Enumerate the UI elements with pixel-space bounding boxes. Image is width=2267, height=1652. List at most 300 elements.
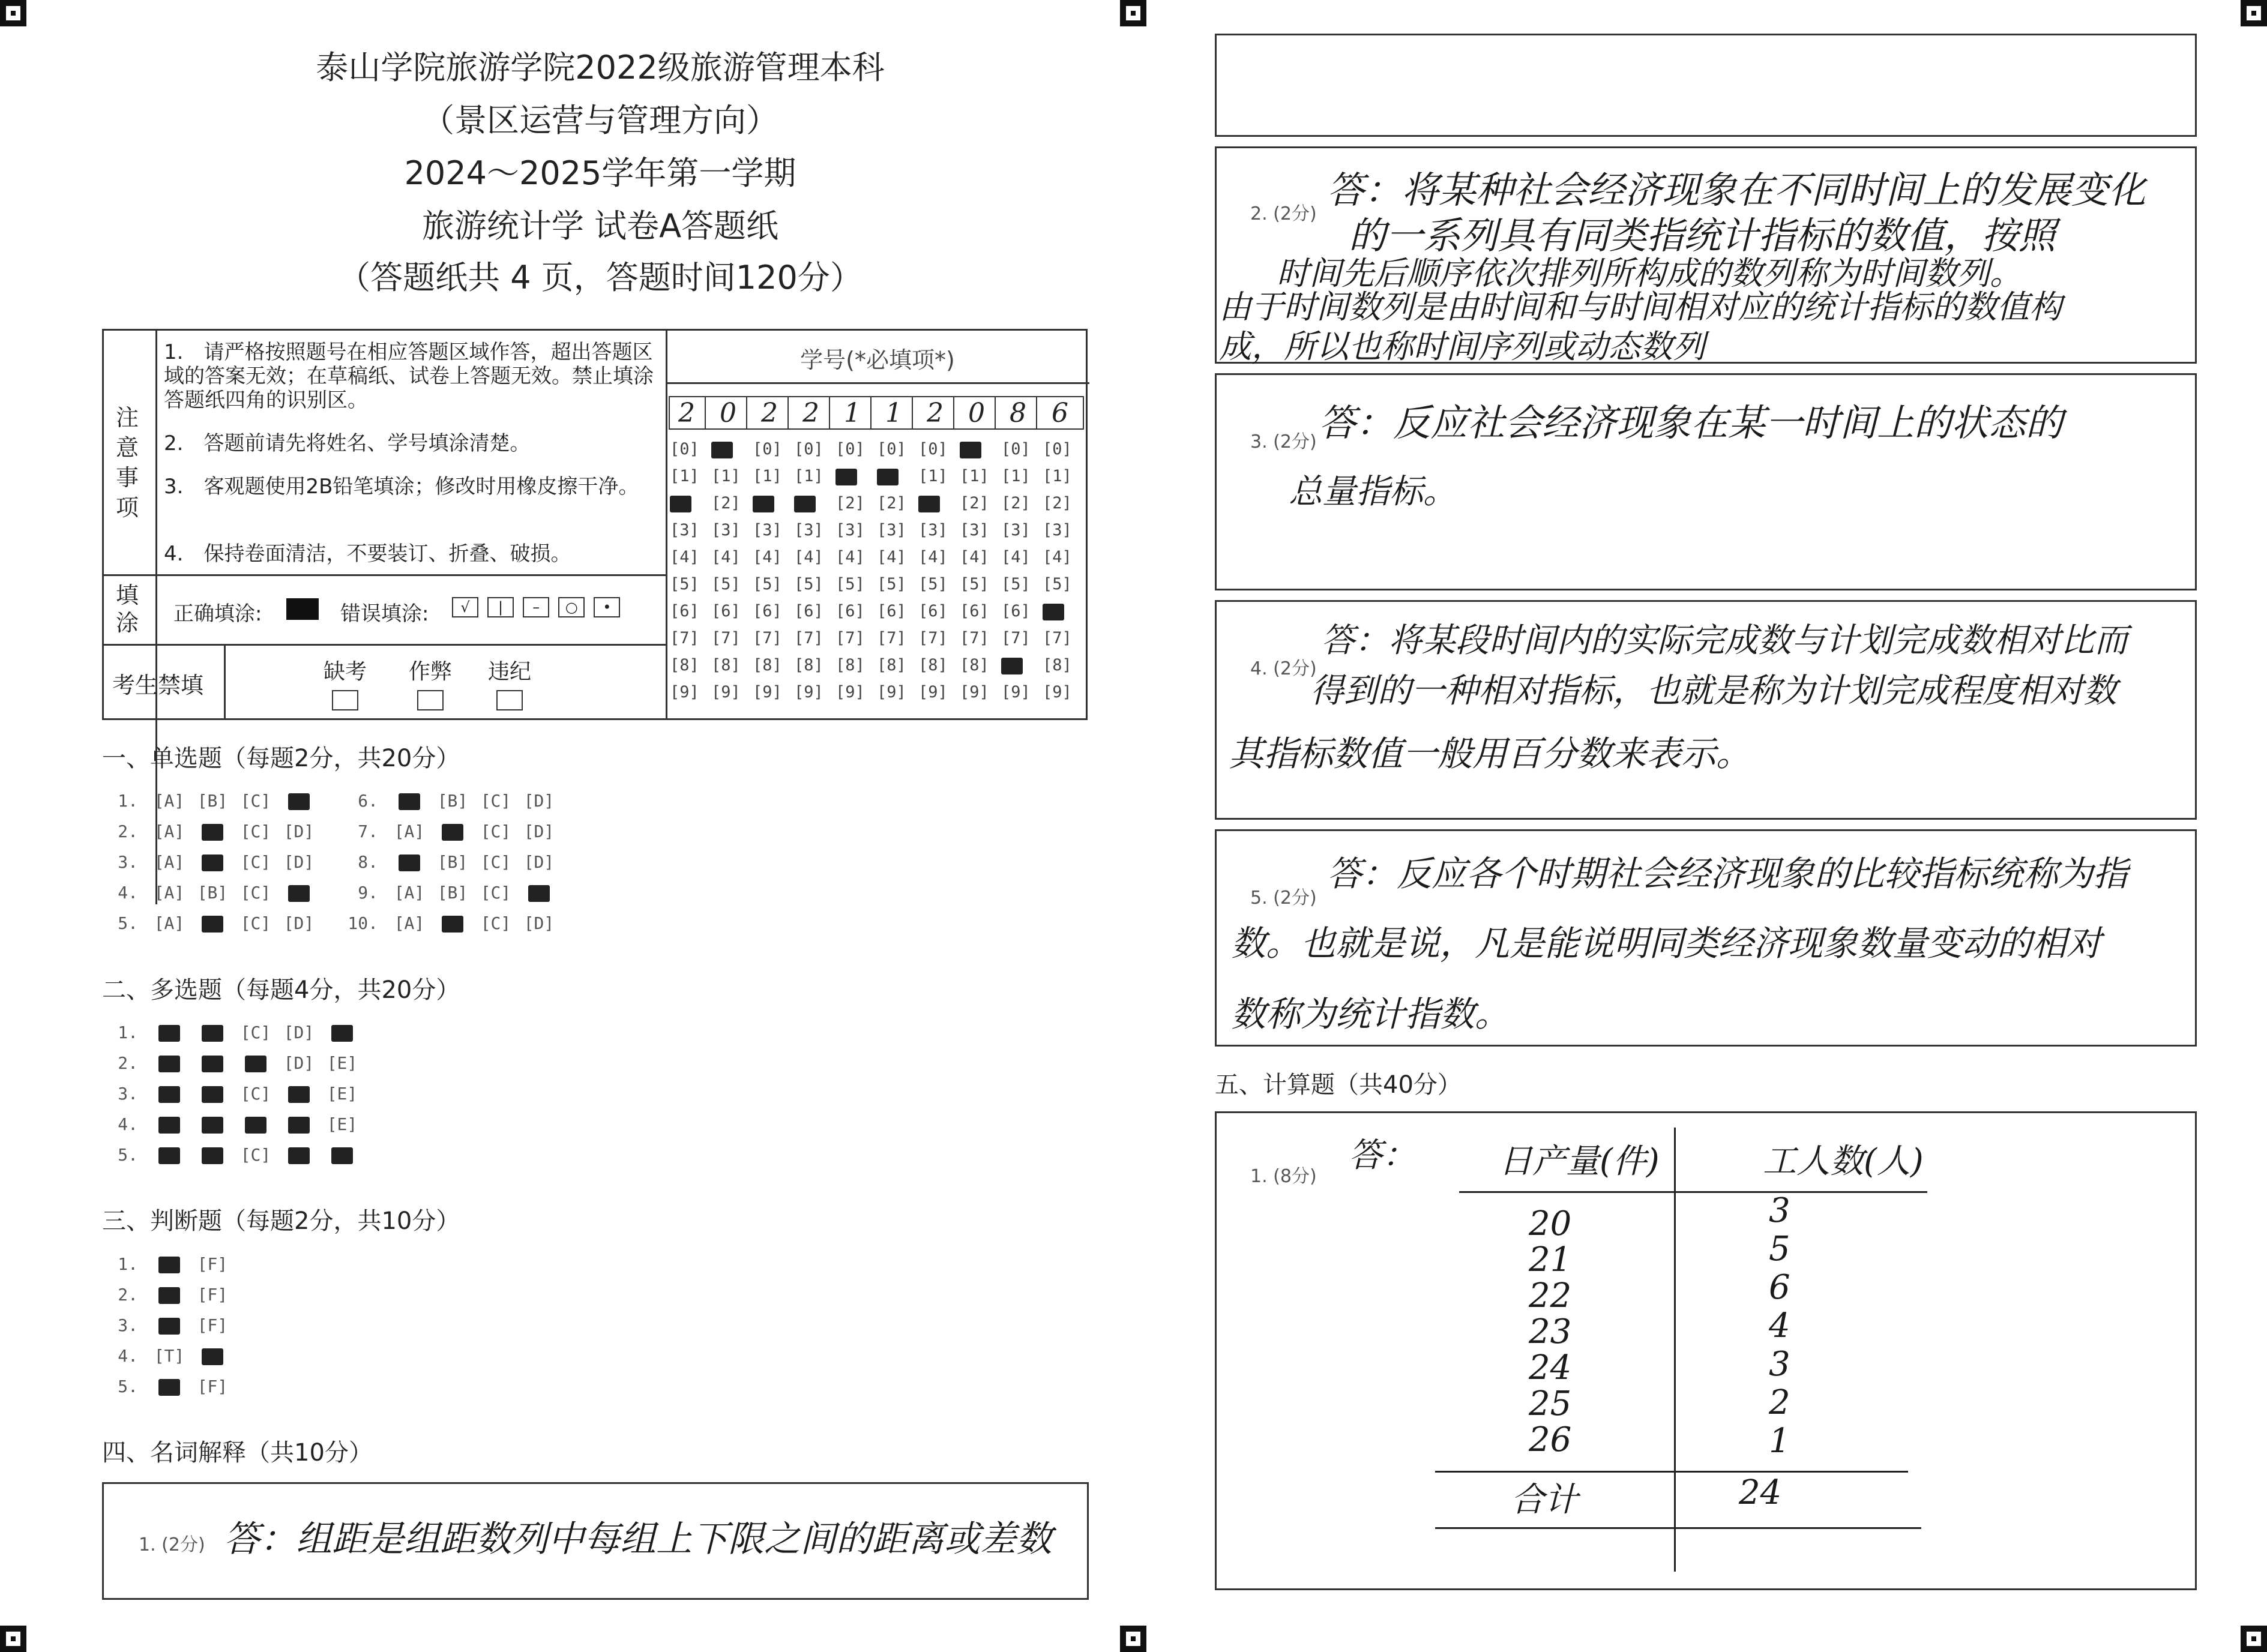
id-bubble[interactable] [711,436,741,463]
choice-bubble[interactable] [148,1315,191,1335]
choice-bubble[interactable]: [A] [394,883,425,903]
forbid-label: 考生禁填 [112,672,204,698]
judge-row [102,1315,234,1335]
filled-bubble-mark [331,1025,353,1042]
wrong-sample-bar: | [487,597,514,617]
id-digit: 2 [669,397,706,430]
choice-bubble[interactable]: [A] [394,913,425,933]
choice-bubble[interactable] [148,1254,191,1274]
filled-bubble-mark [158,1318,180,1335]
id-bubble[interactable]: [5] [753,575,782,593]
question-number: 10. [348,913,378,933]
id-bubble[interactable]: [4] [1001,548,1031,566]
id-bubble[interactable]: [7] [1043,629,1072,647]
choice-bubble[interactable]: [T] [154,1346,185,1366]
filled-bubble-mark [331,1147,353,1164]
choice-bubble[interactable] [191,1023,234,1042]
table-header-worker-count: 工人数(人) [1763,1142,1924,1181]
header-line-2: （景区运营与管理方向） [422,101,778,139]
filled-bubble-mark [1043,604,1064,620]
id-bubble[interactable]: [1] [753,467,782,485]
corner-marker-bottom-left [0,1626,26,1652]
choice-bubble[interactable] [148,1084,191,1104]
id-digit: 2 [751,397,789,430]
id-bubble[interactable]: [2] [711,494,741,512]
id-bubble[interactable]: [5] [670,575,699,593]
choice-bubble[interactable]: [A] [154,791,185,811]
single-choice-row [102,821,321,841]
id-bubble[interactable]: [1] [960,467,989,485]
id-bubble-column [670,436,699,706]
question-number: 5. [118,913,138,933]
choice-bubble[interactable]: [D] [283,852,315,872]
id-bubble[interactable]: [9] [960,683,989,701]
id-bubble[interactable]: [8] [753,656,782,674]
choice-bubble[interactable]: [F] [197,1377,228,1396]
filled-bubble-mark [399,855,420,871]
header-line-3: 2024～2025学年第一学期 [404,154,796,192]
id-digit: 2 [793,397,830,430]
choice-bubble[interactable] [431,821,474,841]
id-bubble[interactable]: [5] [877,575,906,593]
filled-bubble-mark [835,469,857,485]
id-bubble[interactable]: [6] [794,602,823,620]
id-bubble[interactable]: [5] [1043,575,1072,593]
id-bubble[interactable]: [7] [794,629,823,647]
id-bubble[interactable]: [1] [670,467,699,485]
filled-bubble-mark [202,1117,223,1134]
choice-bubble[interactable]: [C] [240,1023,271,1042]
filled-bubble-mark [202,1025,223,1042]
id-bubble[interactable]: [6] [711,602,741,620]
choice-bubble[interactable] [191,1053,234,1073]
id-bubble[interactable]: [2] [1001,494,1031,512]
id-bubble[interactable] [877,463,906,490]
table-cell-output: 26 [1529,1420,1572,1459]
id-bubble-column [753,436,782,706]
id-bubble[interactable]: [4] [753,548,782,566]
id-bubble-column [918,436,948,706]
id-bubble[interactable]: [9] [1001,683,1031,701]
choice-bubble[interactable] [388,852,431,872]
filled-bubble-mark [877,469,899,485]
id-bubble[interactable]: [8] [1043,656,1072,674]
forbid-cheat [409,655,452,710]
filled-bubble-mark [442,916,463,933]
choice-bubble[interactable]: [F] [197,1315,228,1335]
id-bubble[interactable]: [2] [835,494,865,512]
choice-bubble[interactable] [431,913,474,933]
choice-bubble[interactable]: [C] [240,852,271,872]
choice-bubble[interactable]: [F] [197,1285,228,1305]
filled-bubble-mark [158,1056,180,1072]
id-bubble[interactable]: [9] [918,683,948,701]
corner-marker-bottom-right [2241,1626,2267,1652]
id-bubble[interactable]: [1] [711,467,741,485]
choice-bubble[interactable]: [D] [283,821,315,841]
id-bubble[interactable]: [6] [1001,602,1031,620]
id-digit: 6 [1052,398,1068,428]
table-cell-output: 21 [1529,1240,1572,1279]
id-bubble[interactable]: [3] [918,521,948,539]
handwritten-line: 数。也就是说，凡是能说明同类经济现象数量变动的相对 [1231,923,2102,964]
id-bubble[interactable]: [6] [960,602,989,620]
choice-bubble[interactable] [191,1084,234,1104]
id-bubble[interactable]: [7] [670,629,699,647]
id-bubble[interactable]: [4] [835,548,865,566]
judge-row [102,1377,234,1396]
calc-answer-prefix: 答： [1349,1136,1416,1175]
id-digit: 1 [876,397,913,430]
choice-bubble[interactable]: [E] [327,1084,358,1104]
single-choice-row [102,852,321,872]
choice-bubble[interactable] [321,1023,364,1042]
filled-bubble-mark [1001,658,1023,674]
judge-row [102,1254,234,1274]
forbid-cheat-box[interactable] [417,690,444,710]
choice-bubble[interactable]: [E] [327,1053,358,1073]
choice-bubble[interactable]: [A] [154,821,185,841]
id-bubble[interactable]: [6] [753,602,782,620]
id-bubble[interactable]: [3] [960,521,989,539]
wrong-sample-check: √ [452,597,478,617]
id-digit: 8 [1000,397,1037,430]
notice-label: 注意事项 [116,404,139,521]
id-bubble[interactable]: [9] [753,683,782,701]
notice-item-2: 2. 答题前请先将姓名、学号填涂清楚。 [164,431,531,455]
choice-bubble[interactable] [277,883,321,903]
forbid-violation [488,655,531,710]
table-cell-workers: 2 [1769,1383,1790,1422]
choice-bubble[interactable]: [A] [154,883,185,903]
filled-bubble-mark [288,1117,310,1134]
id-bubble[interactable]: [2] [877,494,906,512]
choice-bubble[interactable]: [C] [480,821,511,841]
id-bubble[interactable]: [1] [1001,467,1031,485]
table-total-value: 24 [1739,1473,1782,1512]
choice-bubble[interactable]: [C] [480,852,511,872]
choice-bubble[interactable]: [C] [240,791,271,811]
multi-choice-row [102,1084,364,1104]
choice-bubble[interactable]: [D] [283,1053,315,1073]
id-bubble[interactable]: [9] [794,683,823,701]
id-bubble[interactable]: [6] [918,602,948,620]
choice-bubble[interactable]: [D] [523,821,555,841]
id-bubble[interactable]: [4] [670,548,699,566]
id-bubble[interactable]: [1] [918,467,948,485]
filled-bubble-mark [158,1287,180,1304]
wrong-sample-circle: ○ [558,597,585,617]
judge-row [102,1285,234,1305]
id-bubble[interactable]: [9] [877,683,906,701]
handwritten-line: 得到的一种相对指标，也就是称为计划完成程度相对数 [1310,671,2117,710]
id-bubble[interactable]: [8] [918,656,948,674]
notice-item-3: 3. 客观题使用2B铅笔填涂；修改时用橡皮擦干净。 [164,475,639,499]
multi-choice-row [102,1114,364,1134]
id-bubble[interactable]: [5] [960,575,989,593]
question-number: 3. [118,1315,138,1335]
id-bubble[interactable]: [5] [794,575,823,593]
table-total-label: 合计 [1511,1480,1578,1519]
question-number: 2. [118,821,138,841]
choice-bubble[interactable] [191,821,234,841]
choice-bubble[interactable]: [B] [437,791,468,811]
id-bubble[interactable]: [4] [794,548,823,566]
choice-bubble[interactable] [234,1053,277,1073]
id-bubble[interactable]: [3] [1001,521,1031,539]
answer-box-calc-1 [1215,1111,2197,1590]
id-bubble[interactable] [670,490,699,517]
choice-bubble[interactable]: [C] [240,913,271,933]
question-number: 4. [118,883,138,903]
id-bubble[interactable]: [9] [670,683,699,701]
id-bubble[interactable]: [6] [835,602,865,620]
choice-bubble[interactable] [388,791,431,811]
wrong-fill-label: 错误填涂: [340,602,429,626]
choice-bubble[interactable] [191,1346,234,1366]
question-number: 1. [118,1023,138,1042]
choice-bubble[interactable] [191,913,234,933]
section-single-title: 一、单选题（每题2分，共20分） [102,745,460,772]
choice-bubble[interactable] [277,1145,321,1165]
choice-bubble[interactable]: [D] [283,1023,315,1042]
table-cell-workers: 1 [1769,1422,1790,1461]
id-bubble[interactable]: [0] [670,440,699,458]
filled-bubble-mark [202,1348,223,1365]
choice-bubble[interactable]: [C] [240,1145,271,1165]
choice-bubble[interactable]: [F] [197,1254,228,1274]
id-bubble[interactable]: [7] [753,629,782,647]
id-bubble[interactable]: [9] [711,683,741,701]
id-bubble[interactable]: [5] [711,575,741,593]
table-header-daily-output: 日产量(件) [1499,1142,1660,1181]
choice-bubble[interactable]: [D] [523,791,555,811]
question-number: 6. [358,791,378,811]
choice-bubble[interactable]: [C] [240,1084,271,1104]
id-bubble[interactable]: [7] [1001,629,1031,647]
id-bubble[interactable]: [0] [1001,440,1031,458]
id-bubble[interactable]: [8] [877,656,906,674]
choice-bubble[interactable] [148,1285,191,1305]
handwritten-answer: 答：组距是组距数列中每组上下限之间的距离或差数 [224,1518,1052,1560]
filled-bubble-mark [528,885,550,902]
filled-bubble-mark [442,824,463,841]
id-bubble[interactable]: [7] [711,629,741,647]
single-choice-row [342,913,561,933]
id-bubble[interactable]: [6] [877,602,906,620]
question-label: 1. (2分) [139,1534,205,1555]
table-cell-output: 22 [1529,1276,1572,1315]
id-bubble[interactable]: [0] [753,440,782,458]
multi-choice-row [102,1053,364,1073]
question-number: 7. [358,821,378,841]
id-bubble[interactable]: [8] [670,656,699,674]
id-bubble[interactable] [1001,652,1031,679]
id-bubble[interactable] [753,490,782,517]
id-bubble[interactable]: [6] [670,602,699,620]
id-bubble[interactable]: [4] [711,548,741,566]
handwritten-line: 总量指标。 [1289,472,1457,511]
id-bubble[interactable]: [0] [918,440,948,458]
id-bubble[interactable]: [8] [794,656,823,674]
single-choice-row [342,821,561,841]
header-line-4: 旅游统计学 试卷A答题纸 [421,207,779,245]
question-number: 1. [118,791,138,811]
notice-item-1: 1. 请严格按照题号在相应答题区域作答，超出答题区域的答案无效；在草稿纸、试卷上答题无效。禁止填涂答题纸四角的识别区。 [164,340,654,412]
choice-bubble[interactable] [148,1114,191,1134]
choice-bubble[interactable]: [B] [437,883,468,903]
section-multi-title: 二、多选题（每题4分，共20分） [102,976,460,1004]
choice-bubble[interactable]: [A] [394,821,425,841]
judge-row [102,1346,234,1366]
id-bubble[interactable]: [5] [1001,575,1031,593]
id-bubble[interactable]: [1] [1043,467,1072,485]
choice-bubble[interactable]: [D] [283,913,315,933]
id-bubble[interactable]: [3] [753,521,782,539]
choice-bubble[interactable]: [C] [480,883,511,903]
table-cell-output: 20 [1529,1204,1572,1243]
table-cell-output: 25 [1529,1384,1572,1423]
answer-box-term-4 [1215,600,2197,820]
id-bubble[interactable]: [7] [877,629,906,647]
choice-bubble[interactable] [517,883,561,903]
fill-label: 填涂 [116,582,139,636]
id-bubble[interactable] [835,463,865,490]
id-bubble[interactable]: [3] [877,521,906,539]
choice-bubble[interactable]: [B] [197,883,228,903]
id-bubble[interactable]: [0] [794,440,823,458]
filled-bubble-mark [158,1257,180,1273]
id-bubble-column [960,436,989,706]
choice-bubble[interactable]: [C] [480,913,511,933]
choice-bubble[interactable] [277,1084,321,1104]
handwritten-line: 由于时间数列是由时间和与时间相对应的统计指标的数值构 [1219,288,2062,326]
question-number: 8. [358,852,378,872]
choice-bubble[interactable]: [D] [523,913,555,933]
id-bubble[interactable]: [4] [960,548,989,566]
table-cell-workers: 6 [1769,1268,1790,1307]
choice-bubble[interactable] [234,1114,277,1134]
id-bubble[interactable]: [9] [1043,683,1072,701]
choice-bubble[interactable] [321,1145,364,1165]
choice-bubble[interactable] [277,1114,321,1134]
choice-bubble[interactable]: [A] [154,913,185,933]
choice-bubble[interactable] [148,1377,191,1396]
forbid-cheat-label: 作弊 [409,659,453,684]
section-term-title: 四、名词解释（共10分） [102,1439,373,1467]
id-bubble[interactable]: [4] [877,548,906,566]
filled-bubble-mark [670,496,691,512]
id-bubble[interactable]: [3] [670,521,699,539]
correct-fill-sample [286,598,319,620]
id-bubble[interactable]: [2] [960,494,989,512]
choice-bubble[interactable] [191,1145,234,1165]
id-bubble[interactable]: [3] [794,521,823,539]
filled-bubble-mark [158,1147,180,1164]
id-bubble[interactable]: [8] [711,656,741,674]
id-bubble[interactable]: [5] [918,575,948,593]
forbid-violation-box[interactable] [496,690,523,710]
id-bubble[interactable]: [7] [835,629,865,647]
id-bubble[interactable]: [7] [960,629,989,647]
header-line-5: （答题纸共 4 页，答题时间120分） [338,259,863,296]
id-digit: 1 [834,397,872,430]
id-bubble-column [1001,436,1031,706]
forbid-absent-box[interactable] [332,690,358,710]
question-label: 3. (2分) [1250,431,1317,452]
id-bubble[interactable]: [4] [1043,548,1072,566]
correct-fill-label: 正确填涂: [173,602,262,626]
header-line-1: 泰山学院旅游学院2022级旅游管理本科 [316,49,885,86]
choice-bubble[interactable]: [C] [480,791,511,811]
question-number: 5. [118,1145,138,1165]
id-bubble[interactable]: [8] [835,656,865,674]
table-cell-workers: 3 [1769,1345,1790,1384]
id-bubble[interactable]: [0] [1043,440,1072,458]
id-digit: 0 [710,397,747,430]
question-number: 9. [358,883,378,903]
section-calc-title: 五、计算题（共40分） [1215,1071,1462,1099]
choice-bubble[interactable] [277,791,321,811]
id-bubble[interactable]: [5] [835,575,865,593]
id-bubble[interactable]: [0] [877,440,906,458]
filled-bubble-mark [202,1086,223,1103]
choice-bubble[interactable]: [D] [523,852,555,872]
id-bubble[interactable] [960,436,989,463]
id-bubble[interactable]: [3] [1043,521,1072,539]
table-cell-workers: 3 [1769,1191,1790,1230]
choice-bubble[interactable] [148,1145,191,1165]
choice-bubble[interactable]: [E] [327,1114,358,1134]
choice-bubble[interactable]: [A] [154,852,185,872]
id-bubble[interactable]: [8] [960,656,989,674]
id-bubble[interactable] [1043,598,1072,625]
choice-bubble[interactable] [191,1114,234,1134]
filled-bubble-mark [202,824,223,841]
filled-bubble-mark [960,442,981,458]
id-bubble[interactable] [794,490,823,517]
id-bubble[interactable]: [7] [918,629,948,647]
table-cell-workers: 5 [1769,1230,1790,1269]
question-number: 3. [118,1084,138,1104]
id-bubble[interactable]: [4] [918,548,948,566]
id-bubble[interactable]: [0] [835,440,865,458]
single-choice-row [102,791,321,811]
id-bubble[interactable] [918,490,948,517]
filled-bubble-mark [399,793,420,810]
handwritten-line: 答：反应各个时期社会经济现象的比较指标统称为指 [1327,853,2128,894]
corner-marker-top-middle [1120,0,1146,26]
id-bubble[interactable]: [9] [835,683,865,701]
answer-box-term-2 [1215,146,2197,364]
id-bubble-column [835,436,865,706]
choice-bubble[interactable] [148,1023,191,1042]
corner-marker-bottom-middle [1120,1626,1146,1652]
choice-bubble[interactable] [191,852,234,872]
forbid-absent-label: 缺考 [324,659,367,684]
answer-box-term-3 [1215,373,2197,590]
id-bubble[interactable]: [1] [794,467,823,485]
choice-bubble[interactable]: [B] [437,852,468,872]
id-bubble[interactable]: [3] [711,521,741,539]
choice-bubble[interactable] [148,1053,191,1073]
id-bubble[interactable]: [2] [1043,494,1072,512]
single-choice-row [102,913,321,933]
choice-bubble[interactable]: [C] [240,883,271,903]
id-bubble[interactable]: [3] [835,521,865,539]
choice-bubble[interactable]: [C] [240,821,271,841]
choice-bubble[interactable]: [B] [197,791,228,811]
